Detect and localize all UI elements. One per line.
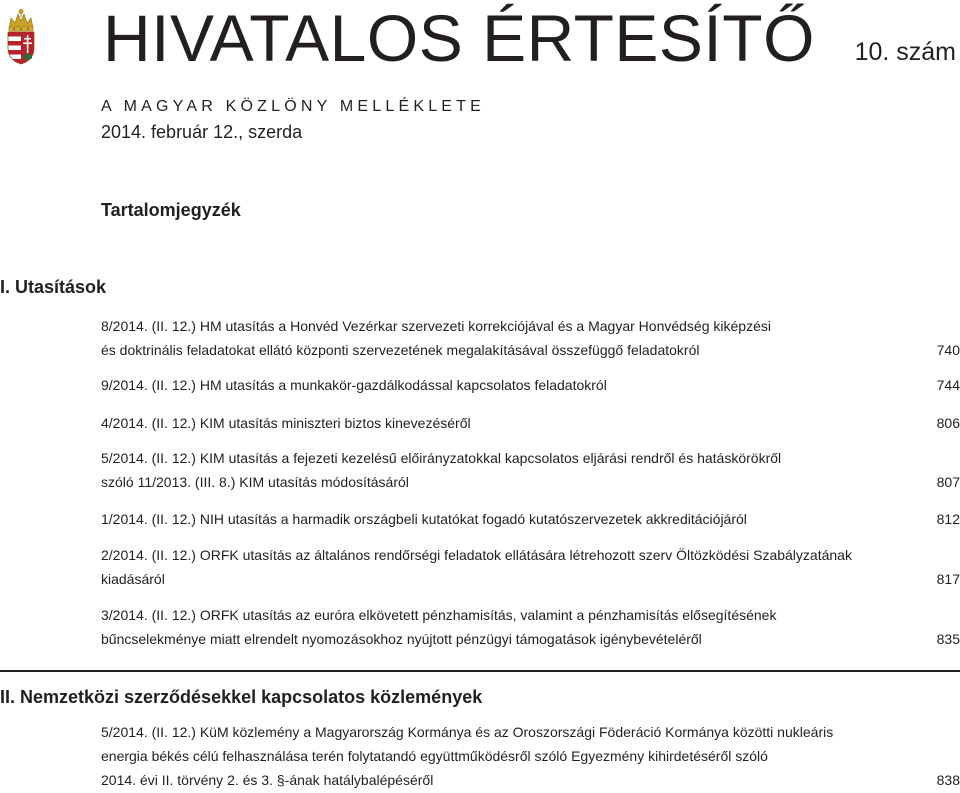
coat-of-arms-icon (6, 8, 36, 66)
toc-entry-page: 807 (936, 474, 960, 490)
toc-entry[interactable] (101, 314, 960, 362)
toc-entry-page: 812 (936, 511, 960, 527)
section-divider (0, 670, 960, 672)
toc-entry-text: szóló 11/2013. (III. 8.) KIM utasítás módosításáról (101, 474, 409, 490)
publication-date: 2014. február 12., szerda (101, 122, 303, 142)
toc-entry-text: 3/2014. (II. 12.) ORFK utasítás az euróra elkövetett pénzhamisítás, valamint a pénzhamisítás elősegítésének (101, 607, 777, 623)
toc-entry-text: 5/2014. (II. 12.) KüM közlemény a Magyarország Kormánya és az Oroszországi Föderáció Kormánya közötti nukleáris (101, 724, 834, 740)
issue-number: 10. szám (854, 38, 956, 66)
toc-entry[interactable] (101, 543, 960, 591)
toc-entry-text: 2/2014. (II. 12.) ORFK utasítás az általános rendőrségi feladatok ellátására létrehozott szerv Öltözködési Szabályzatának (101, 547, 852, 563)
toc-entry-page: 835 (936, 631, 960, 647)
toc-entry-text: energia békés célú felhasználása terén folytatandó együttműködésről szóló Egyezmény kihirdetéséről szóló (101, 748, 768, 764)
toc-entry-text: 2014. évi II. törvény 2. és 3. §-ának hatálybalépéséről (101, 772, 434, 788)
toc-entry-page: 744 (936, 377, 960, 393)
toc-entry-text: 5/2014. (II. 12.) KIM utasítás a fejezeti kezelésű előirányzatokkal kapcsolatos eljárási rendről és hatáskörökről (101, 450, 782, 466)
toc-entry[interactable] (101, 446, 960, 494)
toc-entry-text: és doktrinális feladatokat ellátó központi szervezetének megalakításával összefüggő feladatokról (101, 342, 700, 358)
toc-entry-text: 4/2014. (II. 12.) KIM utasítás miniszteri biztos kinevezéséről (101, 415, 471, 431)
publication-title: HIVATALOS ÉRTESÍTŐ (103, 1, 815, 75)
toc-entry[interactable] (101, 507, 960, 531)
toc-entry[interactable] (101, 603, 960, 651)
toc-entry-text: bűncselekménye miatt elrendelt nyomozásokhoz nyújtott pénzügyi támogatások igénybevételéről (101, 631, 702, 647)
toc-entry-page: 806 (936, 415, 960, 431)
toc-entry-page: 817 (936, 571, 960, 587)
toc-entry-text: 9/2014. (II. 12.) HM utasítás a munkakör-gazdálkodással kapcsolatos feladatokról (101, 377, 607, 393)
toc-entry-page: 740 (936, 342, 960, 358)
toc-entry[interactable] (101, 720, 960, 792)
toc-entry-text: kiadásáról (101, 571, 165, 587)
section-heading: I. Utasítások (0, 277, 107, 297)
toc-entry[interactable] (101, 373, 960, 397)
publication-subtitle: A MAGYAR KÖZLÖNY MELLÉKLETE (101, 98, 486, 115)
toc-entry-text: 8/2014. (II. 12.) HM utasítás a Honvéd Vezérkar szervezeti korrekciójával és a Magyar Honvédség kiképzési (101, 318, 771, 334)
toc-entry[interactable] (101, 411, 960, 435)
toc-entry-text: 1/2014. (II. 12.) NIH utasítás a harmadik országbeli kutatókat fogadó kutatószervezetek akkreditációjáról (101, 511, 747, 527)
section-heading: II. Nemzetközi szerződésekkel kapcsolatos közlemények (0, 687, 483, 707)
toc-heading: Tartalomjegyzék (101, 200, 241, 220)
toc-entry-page: 838 (936, 772, 960, 788)
